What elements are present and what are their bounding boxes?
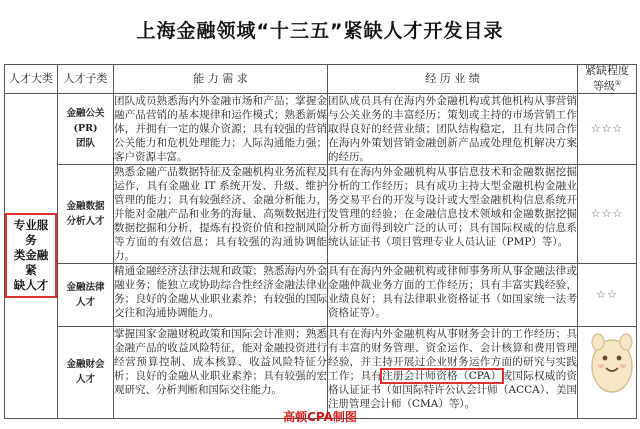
header-urgency [578, 65, 637, 94]
experience-text: 具有在海内外金融机构或律师事务所从事金融法律或金融仲裁业务方面的工作经历；具有丰富实践经验，业绩良好；具有法律职业资格证书（如国家统一法考资格证等）。 [328, 263, 578, 326]
page-title: 上海金融领域“十三五”紧缺人才开发目录 [136, 20, 504, 42]
ability-text: 熟悉金融产品数据特征及金融机构业务流程及运作，具有金融业 IT 系统开发、升级、维护管理的能力；具有较强经济、金融分析能力，并能对金融产品和业务的海量、高频数据进行数据挖掘和分析，提炼有投资价值和控制风险等方面的有效信息；具有较强的沟通协调能力。 [114, 165, 327, 262]
ability-text: 团队成员熟悉海内外金融市场和产品；掌握金融产品营销的基本规律和运作模式；熟悉新媒体，并拥有一定的媒介资源；具有较强的营销公关能力和危机处理能力；人际沟通能力强；客户资源丰富。 [114, 94, 327, 163]
experience-text: 具有在海内外金融机构从事信息技术和金融数据挖掘分析的工作经历；具有成功主持大型金融机构金融业务交易平台的开发与设计或大型金融机构信息系统开发管理的经验；在金融信息技术领域和金融数据挖掘分析方面得到较广泛的认可；具有国际权威的信息系统认证证书（项目管理专业人员认证（PMP）等）。 [328, 164, 578, 263]
header-urgency-mark: ① [614, 79, 622, 87]
table-row [5, 164, 637, 263]
table-header-row [5, 65, 637, 94]
experience-text: 具有在海内外金融机构从事财务会计的工作经历；具有丰富的财务管理、资金运作、会计核算和费用管理经验，并主持开展过企业财务运作方面的研究与实践工作；具有注册会计师资格（CPA）或国际权威的资格认证证书（如国际特许公认会计师（ACCA）、美国注册管理会计师（CMA）等）。 [328, 326, 578, 418]
header-urgency-line1: 紧缺程度 [585, 64, 629, 77]
major-category-highlight: 专业服务 类金融紧 缺人才 [5, 213, 57, 298]
urgency-stars: ☆☆ [578, 263, 637, 326]
header-experience: 经 历 业 绩 [328, 65, 578, 94]
mascot-watermark-icon [588, 322, 636, 400]
header-ability: 能 力 需 求 [114, 65, 328, 94]
table-row [5, 263, 637, 326]
sub-category-pr: 金融公关 (PR) 团队 [58, 93, 114, 164]
table-row [5, 326, 637, 418]
ability-text: 掌握国家金融财税政策和国际会计准则；熟悉金融产品的收益风险特征，能对金融投资进行经营预算控制、成本核算、收益风险特征分析；良好的金融从业职业素养；具有较强的宏观研究、分析判断和国际交往能力。 [114, 326, 328, 418]
sub-category-legal: 金融法律 人才 [58, 263, 114, 326]
header-sub: 人才子类 [58, 65, 114, 94]
experience-text: 团队成员具有在海内外金融机构或其他机构从事营销与公关业务的丰富经历；策划或主持的市场营销工作取得良好的经营业绩；团队结构稳定，且有共同合作在海内外策划营销金融创新产品或处理危机解决方案的经历。 [328, 94, 577, 163]
cpa-highlight: 注册会计师资格（CPA） [382, 369, 502, 382]
sub-category-data: 金融数据 分析人才 [58, 164, 114, 263]
table-row [5, 93, 637, 164]
sub-category-accounting: 金融财会 人才 [58, 326, 114, 418]
talent-directory-table [4, 64, 637, 419]
header-urgency-line2: 等级 [592, 79, 615, 93]
image-caption: 高顿CPA制图 [283, 410, 357, 424]
major-category-cell [5, 93, 58, 418]
ability-text: 精通金融经济法律法规和政策；熟悉海内外金融业务；能独立或协助综合性经济金融法律业务；良好的金融从业职业素养；有较强的国际交往和沟通协调能力。 [114, 263, 328, 326]
urgency-stars: ☆☆☆ [578, 164, 637, 263]
header-major: 人才大类 [5, 65, 58, 94]
urgency-stars: ☆☆☆ [578, 93, 637, 164]
